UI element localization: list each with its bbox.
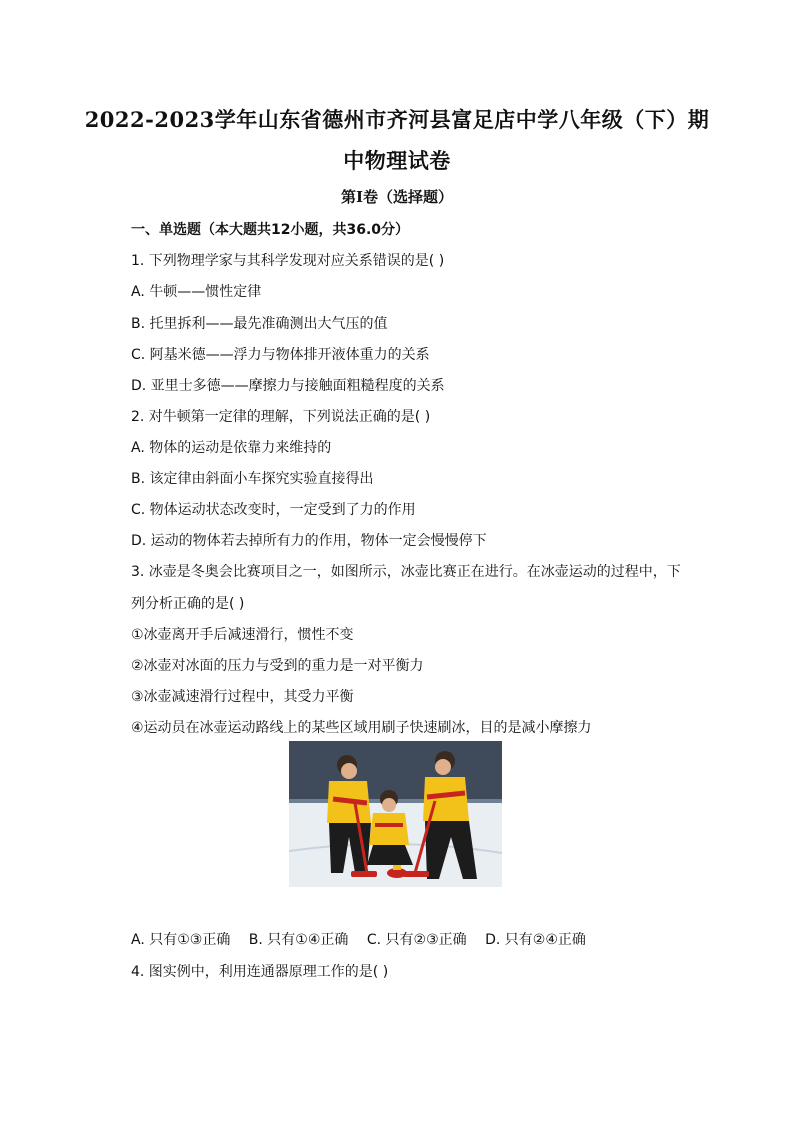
q2-option-c: C. 物体运动状态改变时，一定受到了力的作用 [131,502,416,518]
q2-option-b: B. 该定律由斜面小车探究实验直接得出 [131,471,374,487]
volume-title: 第I卷（选择题） [340,188,454,206]
q1-option-c: C. 阿基米德——浮力与物体排开液体重力的关系 [131,347,430,363]
q2-option-d: D. 运动的物体若去掉所有力的作用，物体一定会慢慢停下 [131,533,487,549]
q3-option-a: A. 只有①③正确 [131,932,231,948]
q3-option-d: D. 只有②④正确 [485,932,586,948]
exam-title-line1: 2022-2023学年山东省德州市齐河县富足店中学八年级（下）期 [84,107,710,132]
q2-option-a: A. 物体的运动是依靠力来维持的 [131,440,332,456]
q2-stem: 2. 对牛顿第一定律的理解，下列说法正确的是( ) [131,409,431,425]
q3-option-b: B. 只有①④正确 [248,932,349,948]
q3-statement-1: ①冰壶离开手后减速滑行，惯性不变 [131,627,354,643]
q3-statement-4: ④运动员在冰壶运动路线上的某些区域用刷子快速刷冰，目的是减小摩擦力 [131,720,592,736]
q3-statement-2: ②冰壶对冰面的压力与受到的重力是一对平衡力 [131,658,424,674]
q3-stem-line2: 列分析正确的是( ) [131,596,245,612]
q1-option-b: B. 托里拆利——最先准确测出大气压的值 [131,316,388,332]
q3-statement-3: ③冰壶减速滑行过程中，其受力平衡 [131,689,354,705]
q3-stem-line1: 3. 冰壶是冬奥会比赛项目之一，如图所示，冰壶比赛正在进行。在冰壶运动的过程中，下 [131,564,681,580]
q1-stem: 1. 下列物理学家与其科学发现对应关系错误的是( ) [131,253,445,269]
curling-photo [289,741,502,887]
curling-illustration [289,741,502,887]
q4-stem: 4. 图实例中，利用连通器原理工作的是( ) [131,964,389,980]
q3-options [131,929,600,949]
exam-title-line2: 中物理试卷 [343,148,451,173]
section-header: 一、单选题（本大题共12小题，共36.0分） [131,222,410,238]
q1-option-a: A. 牛顿——惯性定律 [131,284,262,300]
q3-option-c: C. 只有②③正确 [366,932,467,948]
q1-option-d: D. 亚里士多德——摩擦力与接触面粗糙程度的关系 [131,378,445,394]
